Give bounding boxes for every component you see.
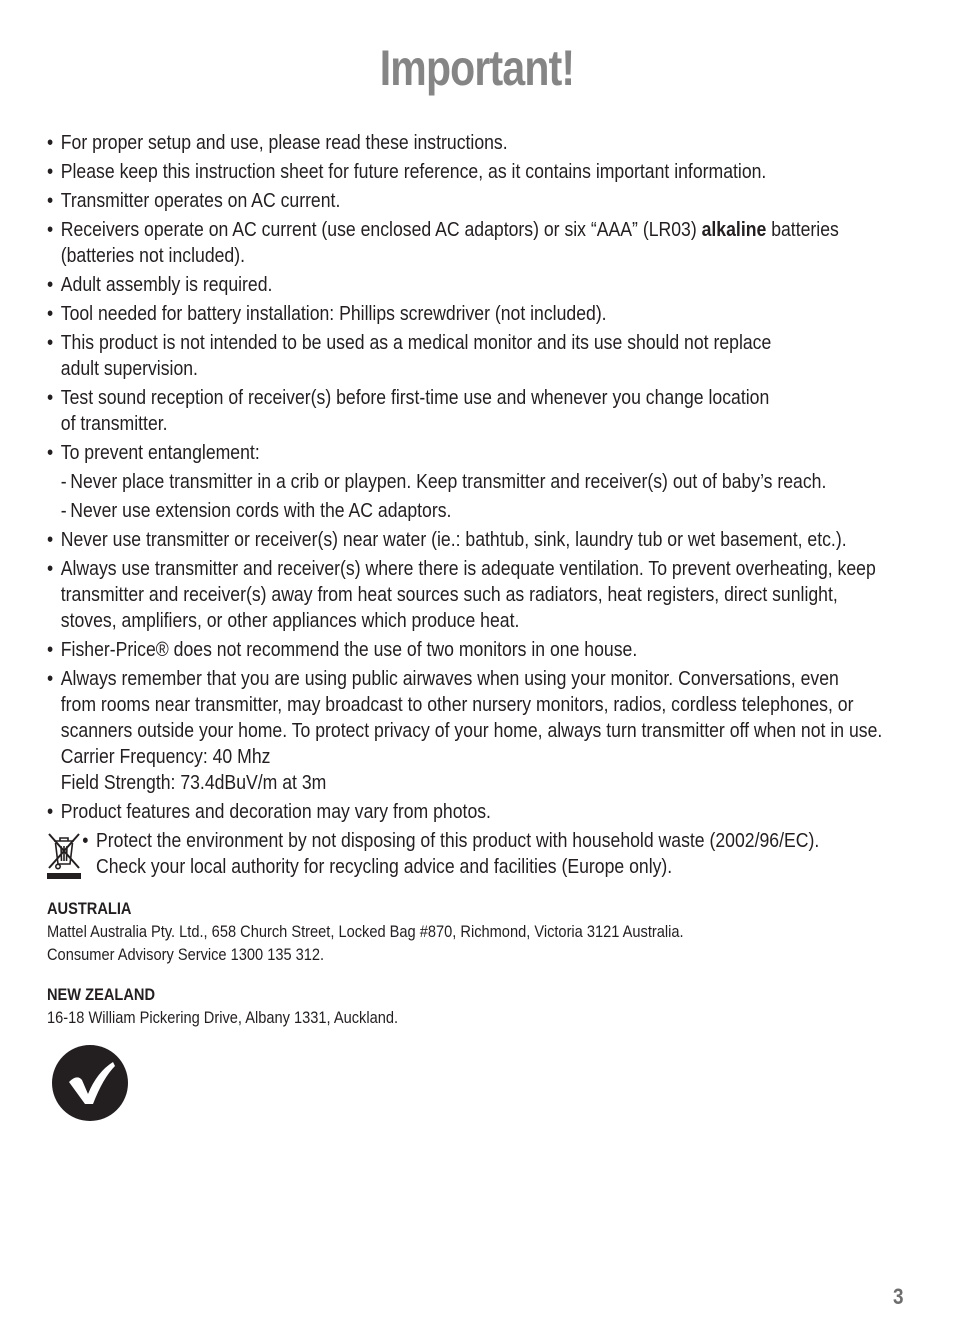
list-item — [47, 666, 941, 796]
item-text: To prevent entanglement: — [60, 441, 260, 464]
bullet-dot: • — [47, 331, 54, 354]
new-zealand-address: 16-18 William Pickering Drive, Albany 1331, Auckland. — [47, 1008, 399, 1027]
c-tick-mark-icon — [51, 1044, 129, 1122]
list-item — [47, 301, 941, 327]
bullet-dot: • — [47, 528, 54, 551]
emphasis-alkaline: alkaline — [701, 218, 767, 241]
item-text: Tool needed for battery installation: Phillips screwdriver (not included). — [60, 302, 607, 325]
list-item — [47, 188, 941, 214]
item-text: Receivers operate on AC current (use enclosed AC adaptors) or six “AAA” (LR03) — [60, 218, 702, 241]
item-text: Please keep this instruction sheet for future reference, as it contains important information. — [60, 160, 767, 183]
item-text-continued: of transmitter. — [60, 412, 168, 435]
item-text: For proper setup and use, please read these instructions. — [60, 131, 508, 154]
list-item — [47, 385, 941, 437]
item-text-continued: stoves, amplifiers, or other appliances which produce heat. — [60, 609, 520, 632]
item-text-continued: Check your local authority for recycling advice and facilities (Europe only). — [96, 855, 673, 878]
australia-address: Mattel Australia Pty. Ltd., 658 Church Street, Locked Bag #870, Richmond, Victoria 3121 Australia. — [47, 922, 684, 941]
item-text-continued: scanners outside your home. To protect privacy of your home, always turn transmitter off when not in use. — [60, 719, 883, 742]
list-item — [47, 799, 941, 825]
item-text: Protect the environment by not disposing of this product with household waste (2002/96/EC). — [96, 829, 820, 852]
item-text-continued: from rooms near transmitter, may broadcast to other nursery monitors, radios, cordless telephones, or — [60, 693, 854, 716]
list-item — [47, 556, 941, 634]
list-item — [47, 330, 941, 382]
item-text-continued: adult supervision. — [60, 357, 198, 380]
bullet-dot: • — [47, 189, 54, 212]
list-item — [47, 130, 941, 156]
item-text: Never use transmitter or receiver(s) near water (ie.: bathtub, sink, laundry tub or wet basement, etc.). — [60, 528, 847, 551]
item-text: Never use extension cords with the AC adaptors. — [70, 499, 452, 522]
bullet-dot: • — [47, 800, 54, 823]
new-zealand-heading: NEW ZEALAND — [47, 985, 156, 1004]
bullet-dot: • — [82, 829, 89, 852]
australia-advisory: Consumer Advisory Service 1300 135 312. — [47, 945, 325, 964]
bullet-dot: • — [47, 302, 54, 325]
list-item — [47, 637, 941, 663]
carrier-frequency: Carrier Frequency: 40 Mhz — [60, 745, 271, 768]
list-item — [47, 440, 941, 466]
item-text: Always remember that you are using public airwaves when using your monitor. Conversations, even — [60, 667, 839, 690]
field-strength: Field Strength: 73.4dBuV/m at 3m — [60, 771, 327, 794]
item-text: Adult assembly is required. — [60, 273, 273, 296]
item-text: Never place transmitter in a crib or playpen. Keep transmitter and receiver(s) out of baby’s reach. — [70, 470, 827, 493]
list-item — [47, 527, 941, 553]
item-text-continued: transmitter and receiver(s) away from heat sources such as radiators, heat registers, direct sunlight, — [60, 583, 838, 606]
page-title: Important! — [379, 40, 575, 96]
dash-mark: - — [60, 470, 67, 493]
item-text: Product features and decoration may vary from photos. — [60, 800, 491, 823]
list-item — [47, 217, 941, 269]
sub-list-item — [47, 498, 950, 524]
bullet-dot: • — [47, 273, 54, 296]
weee-notice — [47, 828, 927, 880]
item-text: batteries — [766, 218, 839, 241]
item-text: Always use transmitter and receiver(s) where there is adequate ventilation. To prevent overheating, keep — [60, 557, 876, 580]
bullet-dot: • — [47, 218, 54, 241]
item-text: This product is not intended to be used as a medical monitor and its use should not replace — [60, 331, 772, 354]
bullet-dot: • — [47, 160, 54, 183]
dash-mark: - — [60, 499, 67, 522]
list-item — [47, 272, 941, 298]
instructions-list — [47, 130, 927, 1029]
bullet-dot: • — [47, 667, 54, 690]
list-item — [47, 159, 941, 185]
item-text: Test sound reception of receiver(s) before first-time use and whenever you change location — [60, 386, 770, 409]
item-text-continued: (batteries not included). — [60, 244, 246, 267]
list-item — [47, 828, 954, 880]
bullet-dot: • — [47, 638, 54, 661]
item-text: Fisher-Price® does not recommend the use of two monitors in one house. — [60, 638, 638, 661]
page-number: 3 — [893, 1284, 904, 1309]
sub-list-item — [47, 469, 950, 495]
australia-heading: AUSTRALIA — [47, 899, 132, 918]
bullet-dot: • — [47, 386, 54, 409]
item-text: Transmitter operates on AC current. — [60, 189, 341, 212]
bullet-dot: • — [47, 131, 54, 154]
bullet-dot: • — [47, 441, 54, 464]
bullet-dot: • — [47, 557, 54, 580]
